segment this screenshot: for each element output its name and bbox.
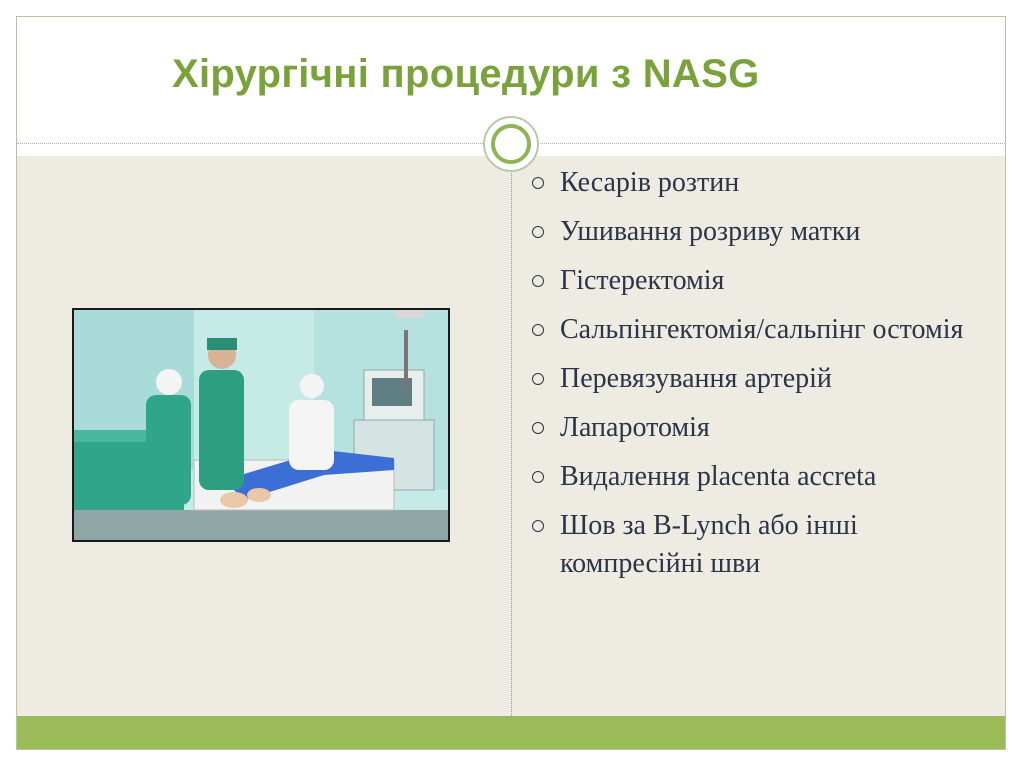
decorative-ring-icon: [491, 124, 531, 164]
list-item: [530, 262, 1000, 300]
operating-room-photo: [72, 308, 450, 542]
circle-bullet-icon: [532, 520, 544, 532]
list-item-label: Шов за B-Lynch або інші компресійні шви: [560, 510, 858, 579]
circle-bullet-icon: [532, 471, 544, 483]
circle-bullet-icon: [532, 373, 544, 385]
column-divider: [511, 156, 512, 716]
list-item: [530, 164, 1000, 202]
slide-title: Хірургічні процедури з NASG: [172, 52, 760, 96]
circle-bullet-icon: [532, 422, 544, 434]
procedure-list: [530, 164, 1000, 594]
list-item-label: Гістеректомія: [560, 265, 725, 296]
list-item: [530, 311, 1000, 349]
list-item-label: Видалення placenta accreta: [560, 461, 877, 492]
list-item-label: Лапаротомія: [560, 412, 710, 443]
list-item-label: Ушивання розриву матки: [560, 216, 861, 247]
list-item: [530, 458, 1000, 496]
circle-bullet-icon: [532, 177, 544, 189]
list-item-label: Перевязування артерій: [560, 363, 832, 394]
circle-bullet-icon: [532, 275, 544, 287]
list-item: [530, 507, 1000, 583]
list-item: [530, 409, 1000, 447]
list-item: [530, 213, 1000, 251]
list-item: [530, 360, 1000, 398]
list-item-label: Сальпінгектомія/сальпінг остомія: [560, 314, 964, 345]
list-item-label: Кесарів розтин: [560, 167, 740, 198]
footer-bar: [17, 716, 1005, 749]
circle-bullet-icon: [532, 324, 544, 336]
circle-bullet-icon: [532, 226, 544, 238]
